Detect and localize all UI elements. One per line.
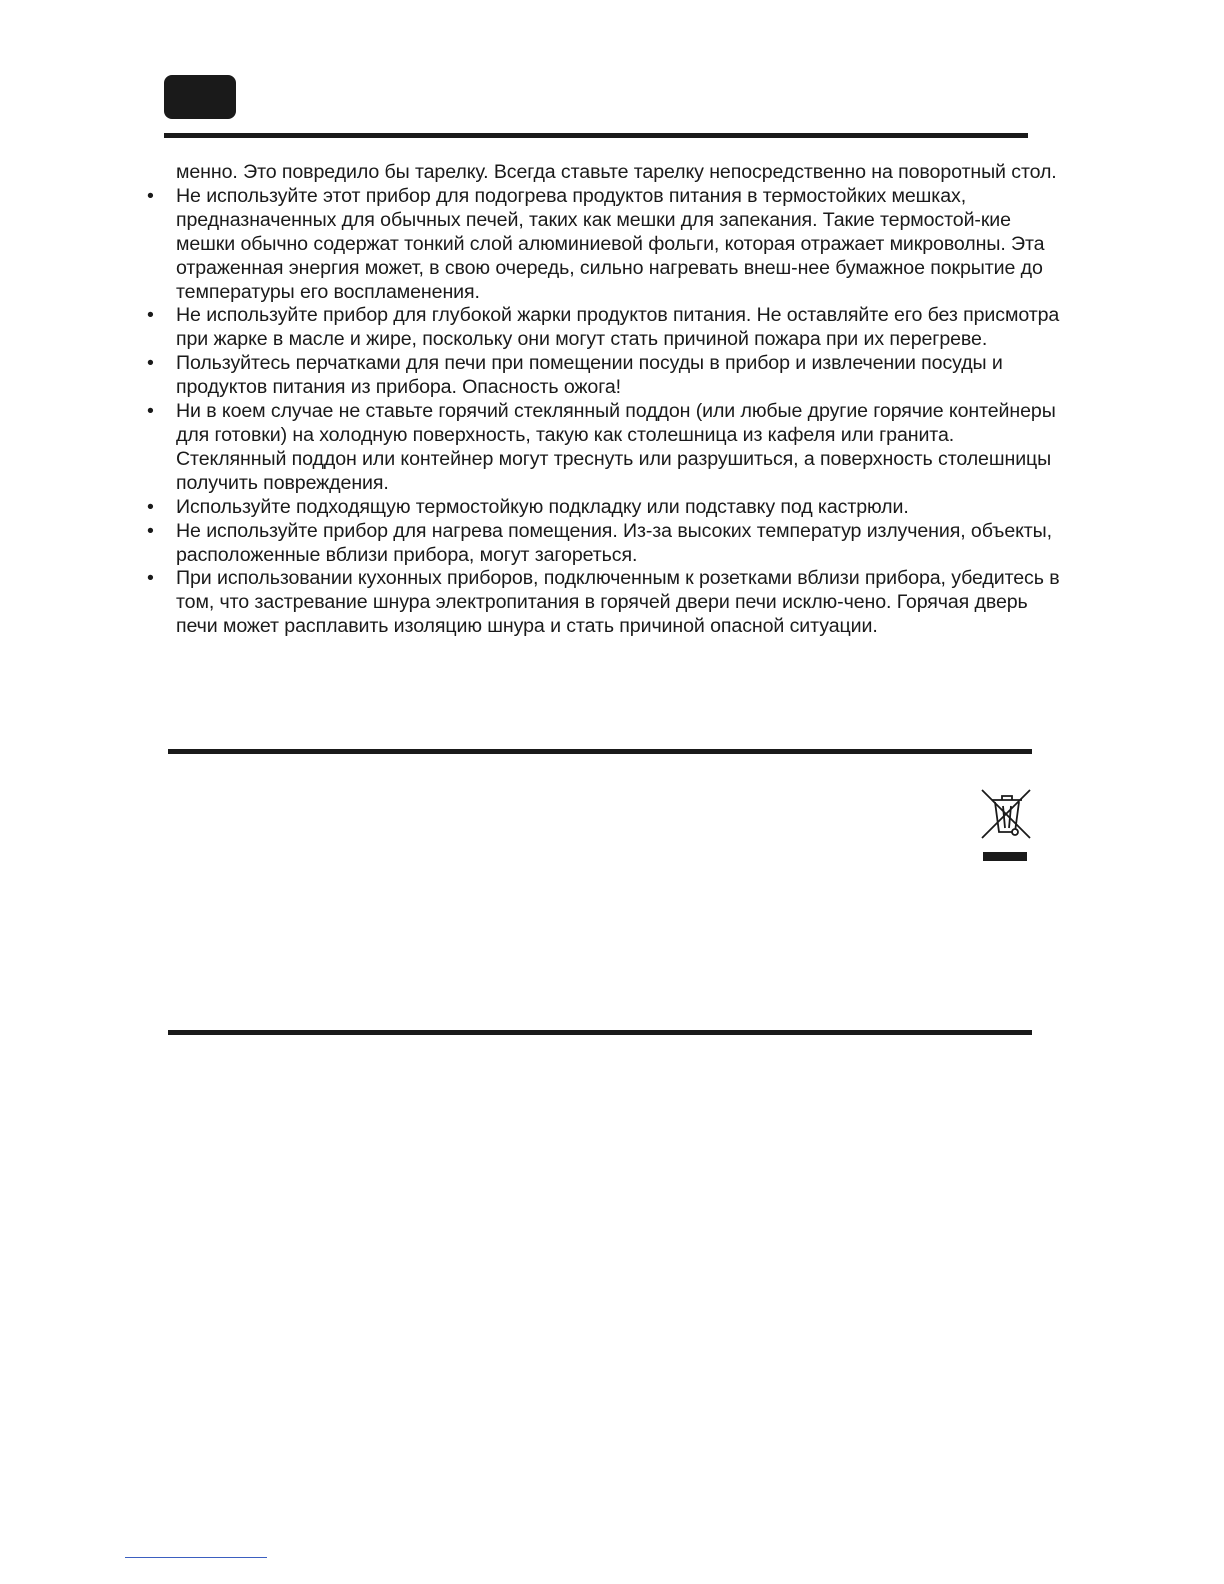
list-item [146,520,1066,568]
list-item-text: Не используйте прибор для нагрева помещения. Из-за высоких температур излучения, объекты, расположенные вблизи прибора, могут загореться. [176,519,1053,566]
safety-list [146,185,1066,639]
weee-crossed-bin-icon [978,786,1034,866]
bullet: • [147,495,154,518]
top-rule [164,133,1028,138]
list-item-text: Пользуйтесь перчатками для печи при помещении посуды в прибор и извлечении посуды и продуктов питания из прибора. Опасность ожога! [176,352,1003,399]
list-item [146,304,1066,352]
list-item-text: Не используйте прибор для глубокой жарки продуктов питания. Не оставляйте его без присмотра при жарке в масле и жире, поскольку они могут стать причиной пожара при их перегреве. [176,304,1060,351]
list-item [146,400,1066,496]
bullet: • [147,400,154,423]
language-badge [164,75,236,119]
middle-rule [168,749,1032,754]
footer-link-underline [125,1557,267,1558]
list-item-text: При использовании кухонных приборов, подключенным к розетками вблизи прибора, убедитесь в том, что застревание шнура электропитания в горячей двери печи исклю-чено. Горячая дверь печи может расплавить изоляцию шнура и стать причиной опасной ситуации. [176,567,1060,638]
bullet: • [147,304,154,327]
bullet: • [147,519,154,542]
list-item-text: Не используйте этот прибор для подогрева продуктов питания в термостойких мешках, предназначенных для обычных печей, таких как мешки для запекания. Такие термостой-кие мешки обычно содержат тонкий слой алюминиевой фольги, которая отражает микроволны. Эта отраженная энергия может, в свою очередь, сильно нагревать внеш-нее бумажное покрытие до температуры его воспламенения. [176,184,1045,303]
list-item [146,185,1066,305]
safety-instructions [146,161,1066,639]
bottom-rule [168,1030,1032,1035]
intro-paragraph: менно. Это повредило бы тарелку. Всегда ставьте тарелку непосредственно на поворотный стол. [176,161,1057,183]
bullet: • [147,352,154,375]
bullet: • [147,567,154,590]
list-item [146,352,1066,400]
list-item-text: Используйте подходящую термостойкую подкладку или подставку под кастрюли. [176,495,909,518]
bullet: • [147,184,154,207]
list-item [146,496,1066,520]
list-item-text: Ни в коем случае не ставьте горячий стеклянный поддон (или любые другие горячие контейнеры для готовки) на холодную поверхность, такую как столешница из кафеля или гранита. Стеклянный поддон или контейнер могут треснуть или разрушиться, а поверхность столешницы получить повреждения. [176,400,1056,494]
list-item [146,567,1066,639]
